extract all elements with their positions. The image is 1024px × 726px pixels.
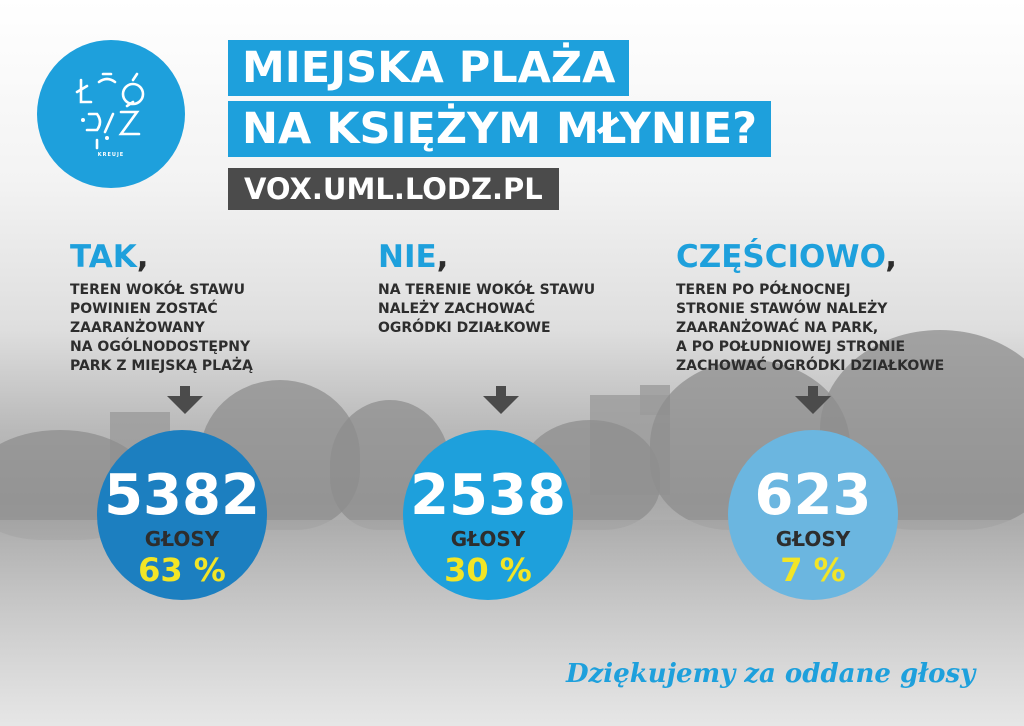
website-url[interactable]: VOX.UML.LODZ.PL	[228, 168, 559, 210]
option-heading	[378, 240, 448, 274]
description-line: ZACHOWAĆ OGRÓDKI DZIAŁKOWE	[676, 358, 945, 374]
option-heading-comma: ,	[885, 239, 898, 275]
lodz-logo-icon	[37, 40, 185, 188]
vote-percent: 7 %	[780, 551, 846, 589]
description-line: POWINIEN ZOSTAĆ	[70, 301, 218, 317]
description-line: ZAARANŻOWANY	[70, 320, 205, 336]
description-line: NA TERENIE WOKÓŁ STAWU	[378, 282, 596, 298]
description-line: NA OGÓLNODOSTĘPNY	[70, 339, 251, 355]
option-heading-text: CZĘŚCIOWO	[676, 239, 886, 275]
option-heading-comma: ,	[436, 239, 449, 275]
option-heading-text: NIE	[378, 239, 437, 275]
votes-label: GŁOSY	[775, 527, 851, 551]
description-line: OGRÓDKI DZIAŁKOWE	[378, 320, 551, 336]
option-description	[378, 281, 595, 338]
votes-label: GŁOSY	[144, 527, 220, 551]
option-heading-text: TAK	[70, 239, 137, 275]
description-line: PARK Z MIEJSKĄ PLAŻĄ	[70, 358, 253, 374]
title-line-2: NA KSIĘŻYM MŁYNIE?	[228, 101, 771, 157]
title-line-1: MIEJSKA PLAŻA	[228, 40, 629, 96]
description-line: ZAARANŻOWAĆ NA PARK,	[676, 320, 879, 336]
option-heading	[676, 240, 897, 274]
thank-you-message: Dziękujemy za oddane głosy	[566, 659, 976, 689]
vote-count: 623	[754, 463, 872, 528]
vote-percent: 63 %	[138, 551, 226, 589]
description-line: NALEŻY ZACHOWAĆ	[378, 301, 536, 317]
city-logo	[37, 40, 185, 188]
logo-caption: KREUJE	[97, 152, 125, 158]
result-circle	[403, 430, 573, 600]
description-line: TEREN PO PÓŁNOCNEJ	[676, 282, 851, 298]
description-line: TEREN WOKÓŁ STAWU	[70, 282, 245, 298]
result-circle	[728, 430, 898, 600]
vote-count: 2538	[410, 463, 566, 528]
option-description	[676, 281, 944, 376]
option-heading-comma: ,	[136, 239, 149, 275]
votes-label: GŁOSY	[450, 527, 526, 551]
result-circle	[97, 430, 267, 600]
description-line: STRONIE STAWÓW NALEŻY	[676, 301, 888, 317]
vote-percent: 30 %	[444, 551, 532, 589]
option-heading	[70, 240, 149, 274]
description-line: A PO POŁUDNIOWEJ STRONIE	[676, 339, 906, 355]
option-description	[70, 281, 253, 376]
vote-count: 5382	[104, 463, 260, 528]
